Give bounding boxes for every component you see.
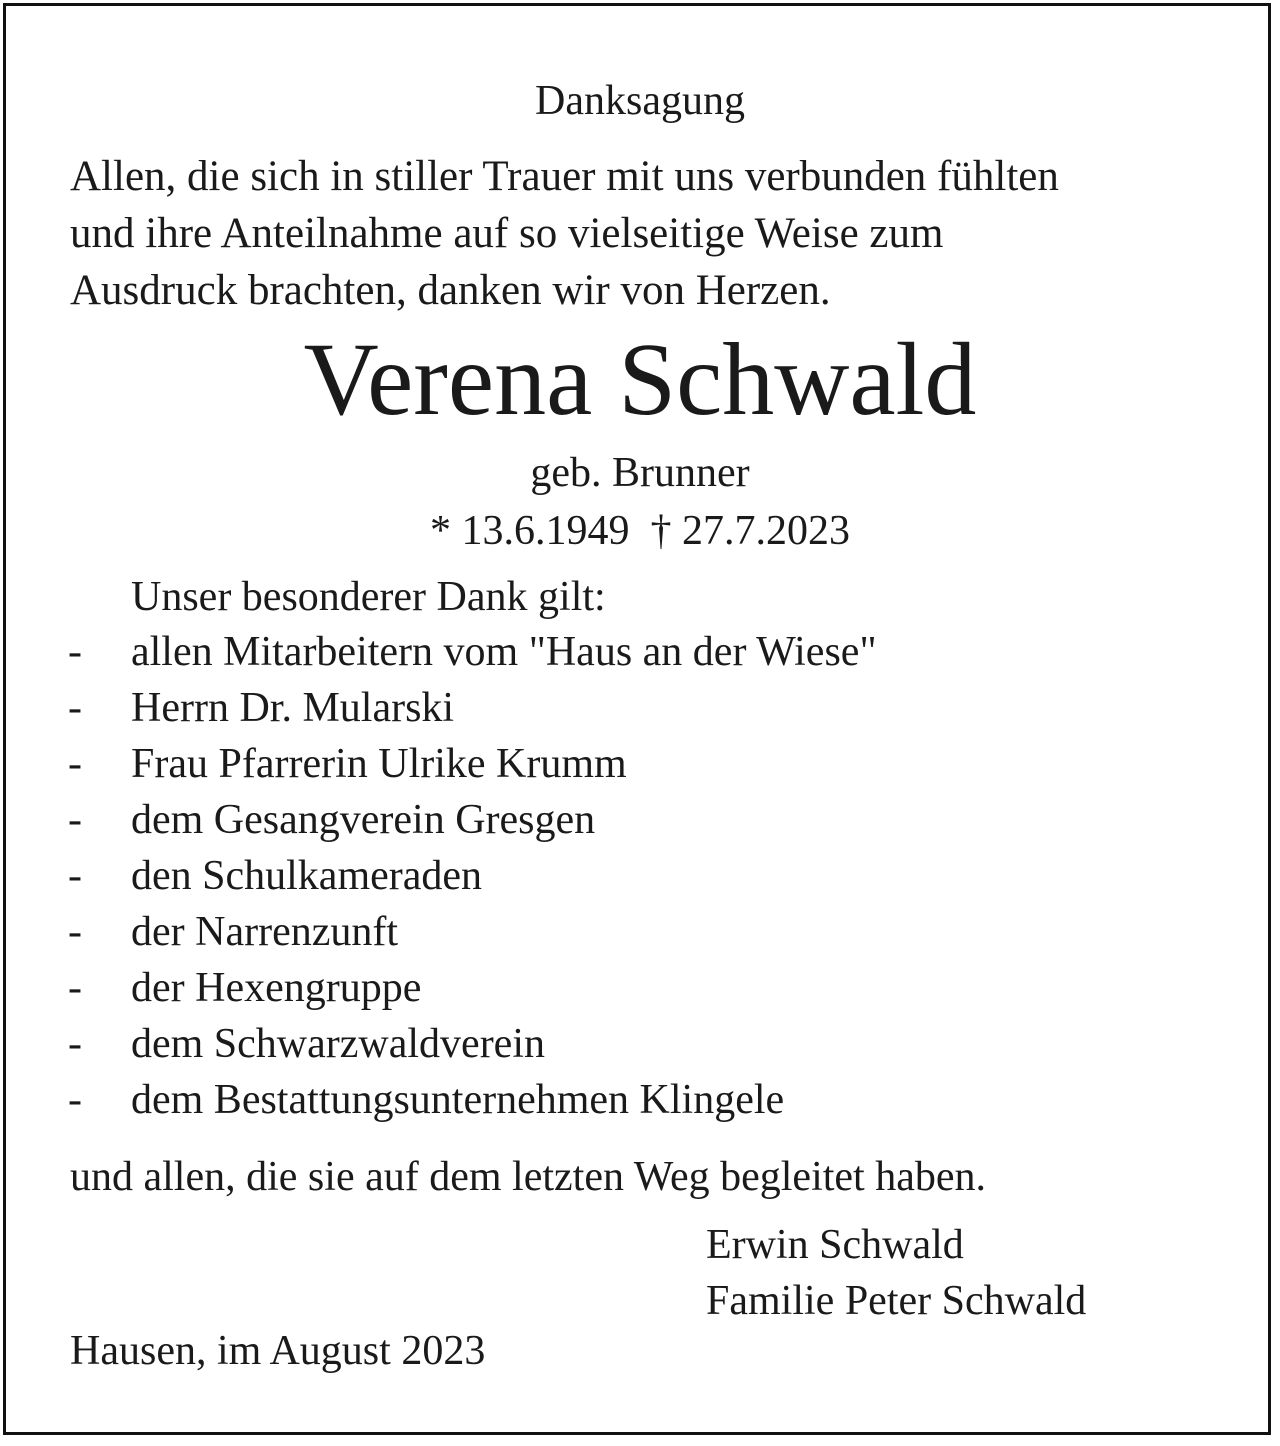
- list-bullet: -: [68, 853, 82, 899]
- maiden-name: geb. Brunner: [530, 450, 750, 496]
- life-dates: * 13.6.1949 † 27.7.2023: [430, 508, 850, 554]
- list-item: [68, 1077, 877, 1136]
- list-item: [68, 741, 877, 800]
- list-item-text: Frau Pfarrerin Ulrike Krumm: [131, 741, 627, 787]
- list-bullet: -: [68, 1021, 82, 1067]
- notice-heading: Danksagung: [535, 78, 745, 124]
- list-bullet: -: [68, 741, 82, 787]
- list-item: [68, 629, 877, 688]
- list-item-text: dem Schwarzwaldverein: [131, 1021, 545, 1067]
- thanks-list: [68, 629, 877, 1136]
- list-item: [68, 1021, 877, 1080]
- list-item-text: den Schulkameraden: [131, 853, 483, 899]
- intro-line: Allen, die sich in stiller Trauer mit uns verbunden fühlten: [70, 153, 1059, 200]
- list-item-text: dem Gesangverein Gresgen: [131, 797, 596, 843]
- closing-text: und allen, die sie auf dem letzten Weg begleitet haben.: [70, 1154, 987, 1200]
- list-item: [68, 853, 877, 912]
- thanks-lead: Unser besonderer Dank gilt:: [131, 574, 606, 620]
- signature-line: Familie Peter Schwald: [706, 1278, 1087, 1324]
- deceased-name: Verena Schwald: [303, 322, 977, 437]
- list-item: [68, 685, 877, 744]
- intro-line: Ausdruck brachten, danken wir von Herzen.: [70, 267, 831, 314]
- list-item-text: allen Mitarbeitern vom "Haus an der Wiese": [131, 629, 877, 675]
- list-item: [68, 965, 877, 1024]
- list-item: [68, 797, 877, 856]
- list-bullet: -: [68, 685, 82, 731]
- place-date: Hausen, im August 2023: [70, 1328, 486, 1374]
- intro-line: und ihre Anteilnahme auf so vielseitige Weise zum: [70, 210, 944, 257]
- list-item-text: der Narrenzunft: [131, 909, 399, 955]
- list-item-text: dem Bestattungsunternehmen Klingele: [131, 1077, 785, 1123]
- signature-line: Erwin Schwald: [706, 1222, 964, 1268]
- list-bullet: -: [68, 1077, 82, 1123]
- list-bullet: -: [68, 629, 82, 675]
- list-bullet: -: [68, 965, 82, 1011]
- list-bullet: -: [68, 909, 82, 955]
- list-item-text: der Hexengruppe: [131, 965, 422, 1011]
- intro-text: [70, 148, 1220, 319]
- list-item-text: Herrn Dr. Mularski: [131, 685, 455, 731]
- list-bullet: -: [68, 797, 82, 843]
- list-item: [68, 909, 877, 968]
